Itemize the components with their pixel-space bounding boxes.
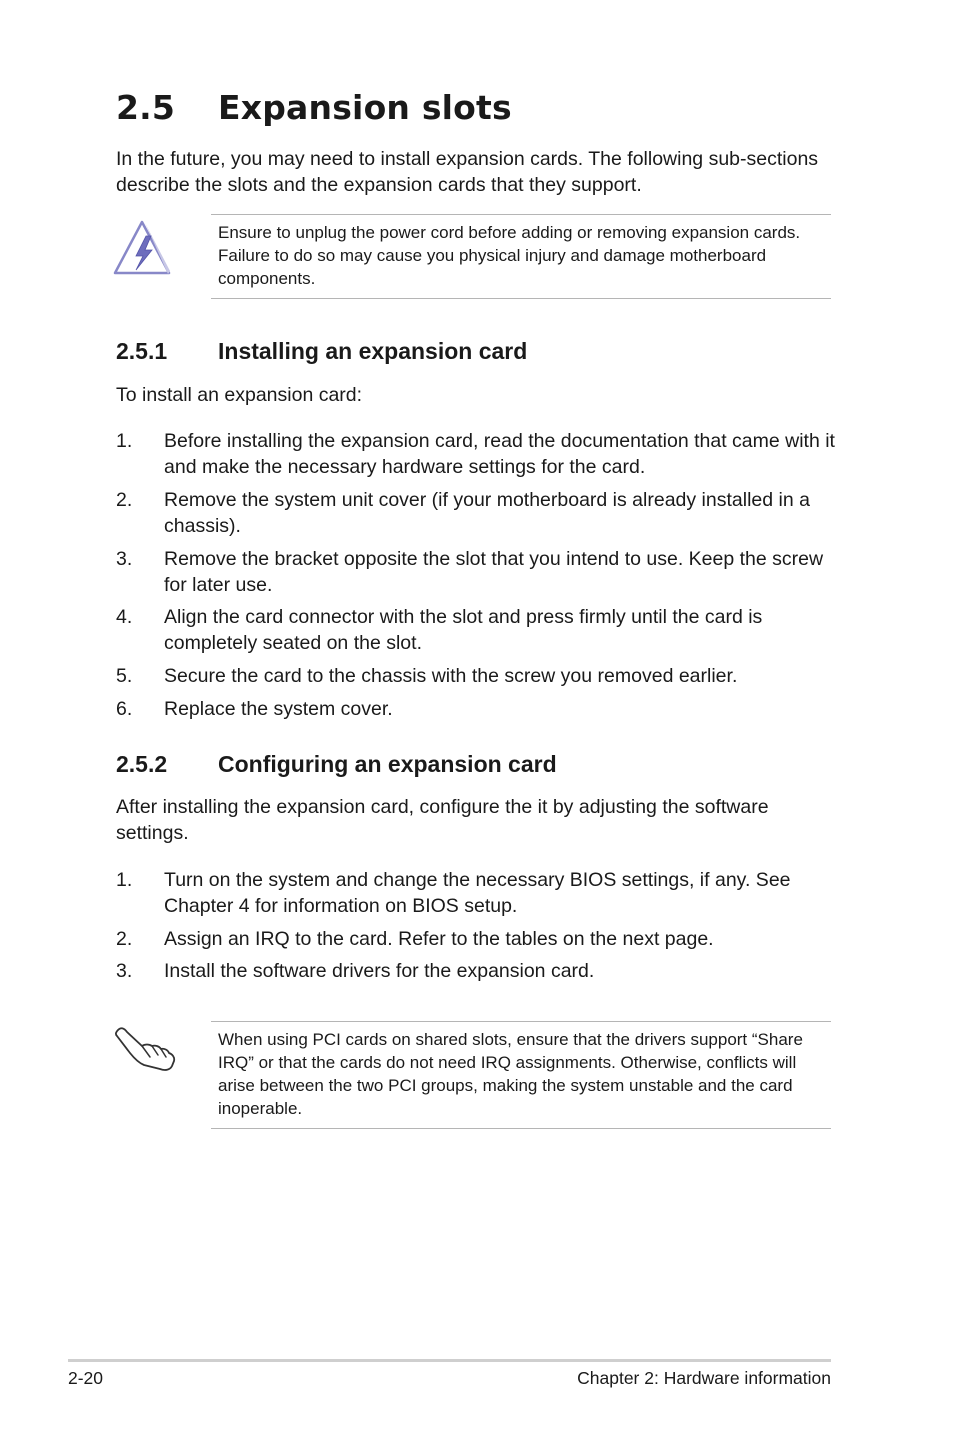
step-number: 2. [116,928,133,950]
step-text: Align the card connector with the slot and press firmly until the card is completely seated on the slot. [164,606,763,654]
step-number: 4. [116,606,133,628]
intro-paragraph: In the future, you may need to install expansion cards. The following sub-sections describe the slots and the expansion cards that they support. [116,148,819,196]
warning-lightning-icon [112,218,172,278]
step-text: Assign an IRQ to the card. Refer to the tables on the next page. [164,928,714,950]
step-number: 3. [116,548,133,570]
step-text: Replace the system cover. [164,698,393,720]
step-text: Before installing the expansion card, read the documentation that came with it and make the necessary hardware settings for the card. [164,430,835,478]
info-note-text: When using PCI cards on shared slots, ensure that the drivers support “Share IRQ” or that the cards do not need IRQ assignments. Otherwise, conflicts will arise between the two PCI groups, making the system unstable and the card inoperable. [218,1030,803,1118]
info-note [211,1021,831,1129]
chapter-label: Chapter 2: Hardware information [577,1368,831,1388]
step-number: 1. [116,430,133,452]
step-text: Secure the card to the chassis with the screw you removed earlier. [164,665,738,687]
step-number: 2. [116,489,133,511]
step-number: 6. [116,698,133,720]
section-heading [116,88,512,127]
page-number: 2-20 [68,1368,104,1388]
subsection-heading-installing [116,338,527,365]
step-text: Remove the system unit cover (if your motherboard is already installed in a chassis). [164,489,810,537]
step-number: 5. [116,665,133,687]
subsection-title: Installing an expansion card [218,338,528,364]
subsection-number: 2.5.1 [116,338,168,364]
step-text: Install the software drivers for the expansion card. [164,960,595,982]
subsection-number: 2.5.2 [116,751,168,777]
pointing-hand-icon [112,1024,182,1074]
configure-lead: After installing the expansion card, configure the it by adjusting the software settings. [116,796,769,844]
install-lead: To install an expansion card: [116,384,363,406]
step-text: Turn on the system and change the necessary BIOS settings, if any. See Chapter 4 for information on BIOS setup. [164,869,791,917]
footer-divider [68,1359,831,1362]
warning-note-text: Ensure to unplug the power cord before adding or removing expansion cards. Failure to do so may cause you physical injury and damage motherboard components. [218,223,801,288]
subsection-heading-configuring [116,751,557,778]
subsection-title: Configuring an expansion card [218,751,557,777]
section-number: 2.5 [116,88,176,127]
section-title: Expansion slots [218,88,512,127]
step-text: Remove the bracket opposite the slot that you intend to use. Keep the screw for later use. [164,548,824,596]
step-number: 3. [116,960,133,982]
warning-note [211,214,831,299]
step-number: 1. [116,869,133,891]
